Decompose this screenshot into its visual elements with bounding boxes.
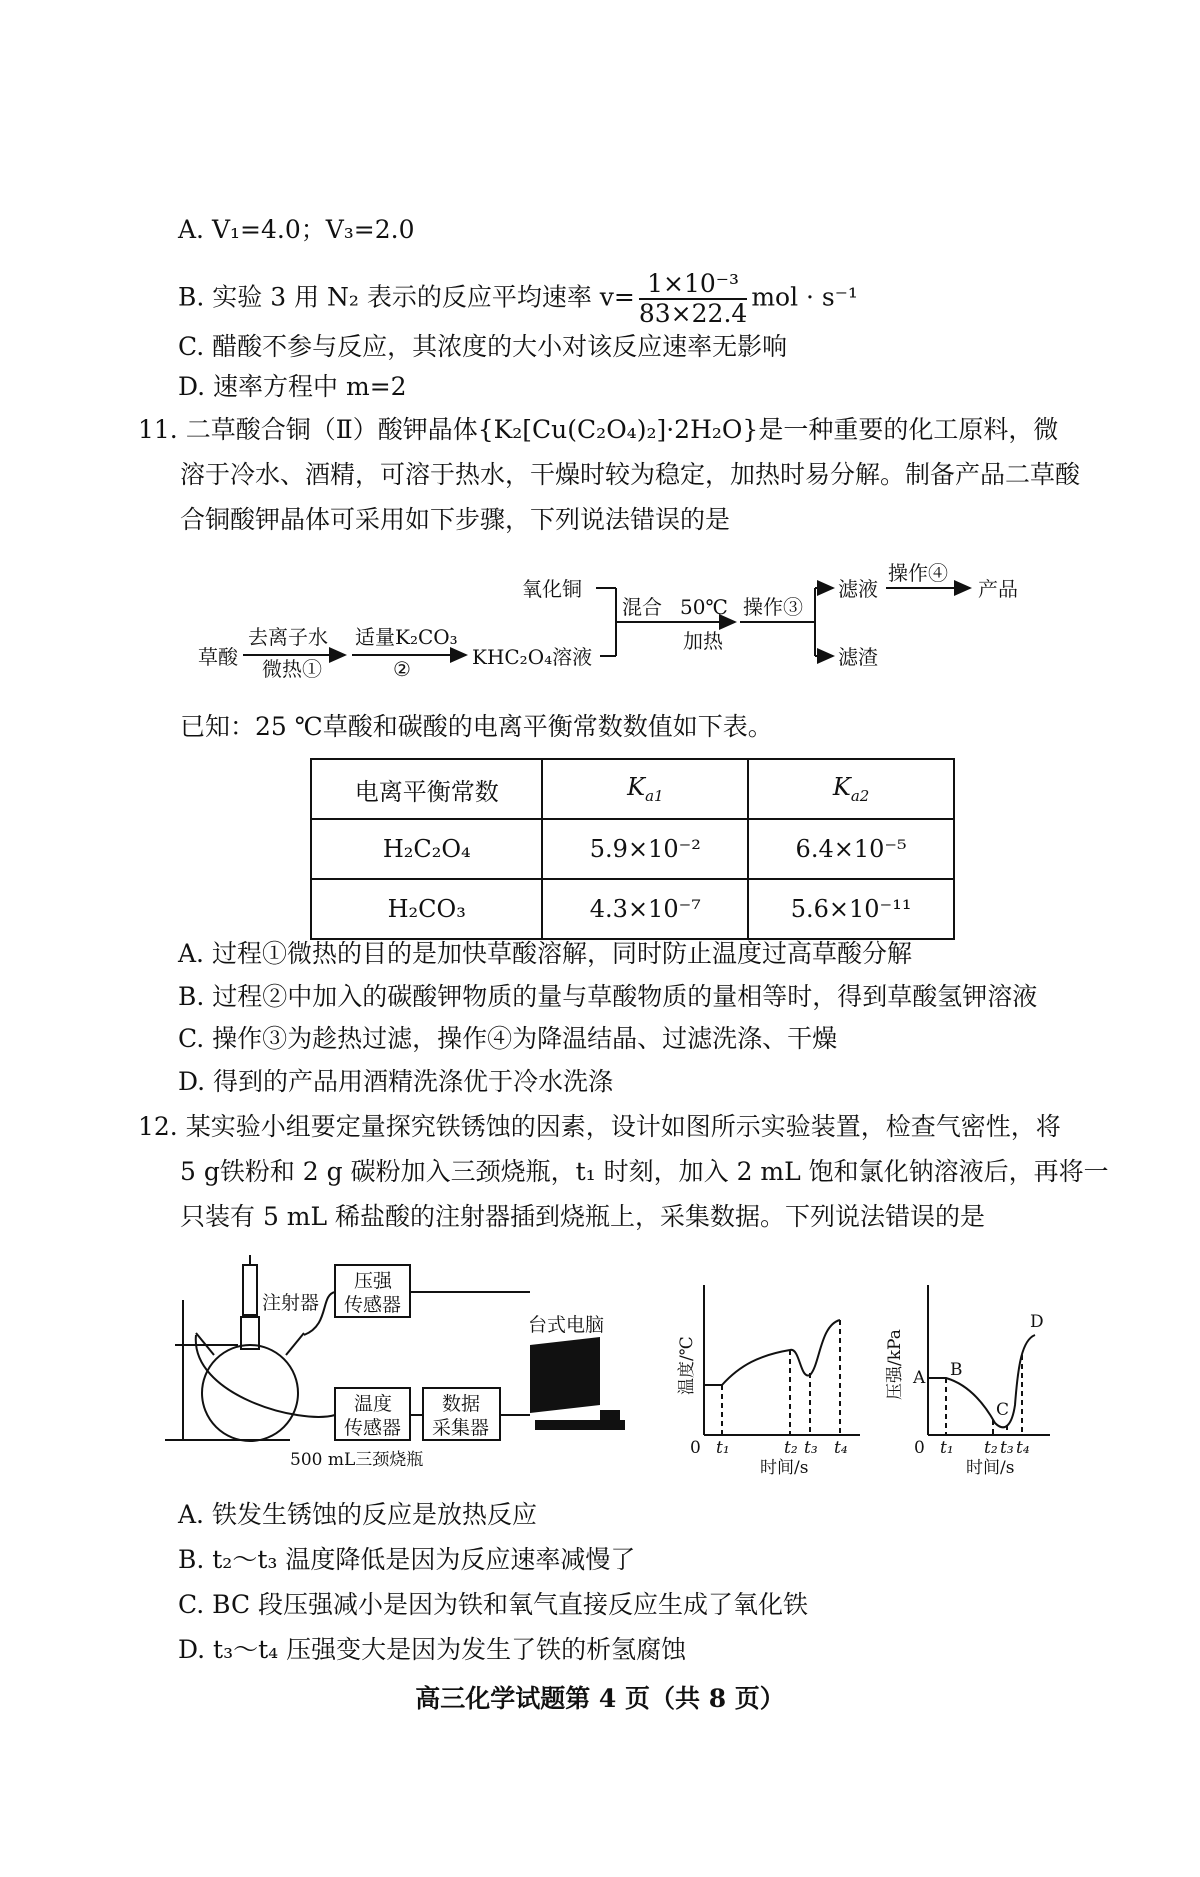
temp-origin: 0 <box>690 1438 701 1458</box>
collector-label-1: 数据 <box>442 1393 481 1415</box>
flow-mix: 混合 <box>622 595 662 619</box>
desktop-computer-icon <box>530 1337 625 1430</box>
pressure-chart <box>885 1285 1050 1475</box>
flow-product: 产品 <box>978 577 1018 601</box>
pressure-tick-t3: t₃ <box>1000 1438 1014 1458</box>
table-header-cell: 电离平衡常数 <box>311 759 542 819</box>
pressure-sensor-label-1: 压强 <box>354 1270 393 1292</box>
pressure-sensor-label-2: 传感器 <box>344 1294 402 1316</box>
flow-step1-top: 去离子水 <box>248 625 328 649</box>
q12-option-c: C. BC 段压强减小是因为铁和氧气直接反应生成了氧化铁 <box>178 1590 809 1619</box>
pressure-tick-t4: t₄ <box>1016 1438 1030 1458</box>
flow-heat-bottom: 加热 <box>683 629 723 653</box>
rate-numerator: 1×10⁻³ <box>639 270 747 300</box>
temp-tick-t1: t₁ <box>716 1438 730 1458</box>
table-header-ka2: $K_{a2}$ <box>748 759 954 819</box>
table-cell: 6.4×10⁻⁵ <box>748 819 954 879</box>
temp-curve <box>704 1320 840 1385</box>
q11-stem-line-1: 11. 二草酸合铜（Ⅱ）酸钾晶体{K₂[Cu(C₂O₄)₂]·2H₂O}是一种重要的化工原料，微 <box>138 415 1059 444</box>
table-cell: 5.9×10⁻² <box>542 819 748 879</box>
flask-right-neck <box>286 1333 304 1355</box>
rate-denominator: 83×22.4 <box>638 299 748 328</box>
three-neck-flask <box>202 1345 298 1441</box>
temp-sensor-label-2: 传感器 <box>344 1417 402 1439</box>
q12-stem-line-2: 5 g铁粉和 2 g 碳粉加入三颈烧瓶，t₁ 时刻，加入 2 mL 饱和氯化钠溶液后，再将一 <box>180 1157 1109 1186</box>
ionization-constant-table <box>310 758 955 940</box>
pressure-tick-t2: t₂ <box>984 1438 998 1458</box>
q12-option-b: B. t₂～t₃ 温度降低是因为反应速率减慢了 <box>178 1545 636 1574</box>
page-footer: 高三化学试题第 4 页（共 8 页） <box>415 1684 785 1713</box>
flow-residue: 滤渣 <box>838 645 878 669</box>
flow-heat-top: 50℃ <box>680 595 728 619</box>
table-cell: H₂CO₃ <box>311 879 542 939</box>
table-header-ka1: $K_{a1}$ <box>542 759 748 819</box>
collector-label-2: 采集器 <box>432 1417 490 1439</box>
q12-apparatus-diagram <box>0 1255 1200 1475</box>
flow-start: 草酸 <box>198 645 238 669</box>
table-cell: 5.6×10⁻¹¹ <box>748 879 954 939</box>
pressure-tick-t1: t₁ <box>940 1438 954 1458</box>
pressure-curve <box>928 1335 1035 1427</box>
syringe-body <box>243 1265 257 1315</box>
pressure-xlabel: 时间/s <box>966 1458 1015 1475</box>
temp-xlabel: 时间/s <box>760 1458 809 1475</box>
q10-option-a: A. V₁=4.0；V₃=2.0 <box>178 215 415 244</box>
table-row <box>311 879 954 939</box>
temp-tick-t4: t₄ <box>834 1438 848 1458</box>
table-cell: H₂C₂O₄ <box>311 819 542 879</box>
flow-step2-bottom: ② <box>393 657 411 681</box>
q11-option-c: C. 操作③为趁热过滤，操作④为降温结晶、过滤洗涤、干燥 <box>178 1024 838 1053</box>
q12-option-d: D. t₃～t₄ 压强变大是因为发生了铁的析氢腐蚀 <box>178 1635 687 1664</box>
flow-op3: 操作③ <box>743 595 803 619</box>
flow-step2-top: 适量K₂CO₃ <box>355 625 458 649</box>
table-header-row <box>311 759 954 819</box>
pressure-ylabel: 压强/kPa <box>885 1329 905 1400</box>
flow-step1-bottom: 微热① <box>262 657 322 681</box>
flow-solution: KHC₂O₄溶液 <box>472 645 593 669</box>
table-cell: 4.3×10⁻⁷ <box>542 879 748 939</box>
flask-label: 500 mL三颈烧瓶 <box>290 1450 424 1470</box>
rate-unit: mol · s⁻¹ <box>751 282 858 312</box>
pressure-origin: 0 <box>914 1438 925 1458</box>
q11-known: 已知：25 ℃草酸和碳酸的电离平衡常数数值如下表。 <box>180 712 773 741</box>
q10-option-b-text: B. 实验 3 用 N₂ 表示的反应平均速率 v= <box>178 282 635 312</box>
table-row <box>311 819 954 879</box>
q10-option-b <box>178 270 858 328</box>
q11-stem-line-3: 合铜酸钾晶体可采用如下步骤，下列说法错误的是 <box>180 505 731 534</box>
rate-fraction <box>639 270 747 328</box>
q10-option-d: D. 速率方程中 m=2 <box>178 372 407 401</box>
pressure-point-d: D <box>1030 1312 1044 1332</box>
computer-label: 台式电脑 <box>528 1314 605 1336</box>
pressure-point-b: B <box>950 1360 963 1380</box>
q12-stem-line-3: 只装有 5 mL 稀盐酸的注射器插到烧瓶上，采集数据。下列说法错误的是 <box>180 1202 986 1231</box>
pressure-point-c: C <box>996 1400 1010 1420</box>
pressure-point-a: A <box>913 1368 926 1388</box>
q11-option-a: A. 过程①微热的目的是加快草酸溶解，同时防止温度过高草酸分解 <box>178 939 912 968</box>
flow-filtrate: 滤液 <box>838 577 878 601</box>
q11-option-b: B. 过程②中加入的碳酸钾物质的量与草酸物质的量相等时，得到草酸氢钾溶液 <box>178 982 1038 1011</box>
q11-option-d: D. 得到的产品用酒精洗涤优于冷水洗涤 <box>178 1067 614 1096</box>
q12-stem-line-1: 12. 某实验小组要定量探究铁锈蚀的因素，设计如图所示实验装置，检查气密性，将 <box>138 1112 1061 1141</box>
q11-flowchart <box>0 560 1200 690</box>
q10-option-c: C. 醋酸不参与反应，其浓度的大小对该反应速率无影响 <box>178 332 788 361</box>
temp-tick-t3: t₃ <box>804 1438 818 1458</box>
flow-op4: 操作④ <box>888 561 948 585</box>
temp-tick-t2: t₂ <box>784 1438 798 1458</box>
temperature-chart <box>677 1285 860 1475</box>
temp-sensor-label-1: 温度 <box>354 1393 393 1415</box>
temp-ylabel: 温度/℃ <box>677 1336 697 1395</box>
flow-copper-oxide: 氧化铜 <box>522 577 582 601</box>
syringe-label: 注射器 <box>262 1292 320 1314</box>
q11-stem-line-2: 溶于冷水、酒精，可溶于热水，干燥时较为稳定，加热时易分解。制备产品二草酸 <box>180 460 1081 489</box>
q12-option-a: A. 铁发生锈蚀的反应是放热反应 <box>178 1500 537 1529</box>
